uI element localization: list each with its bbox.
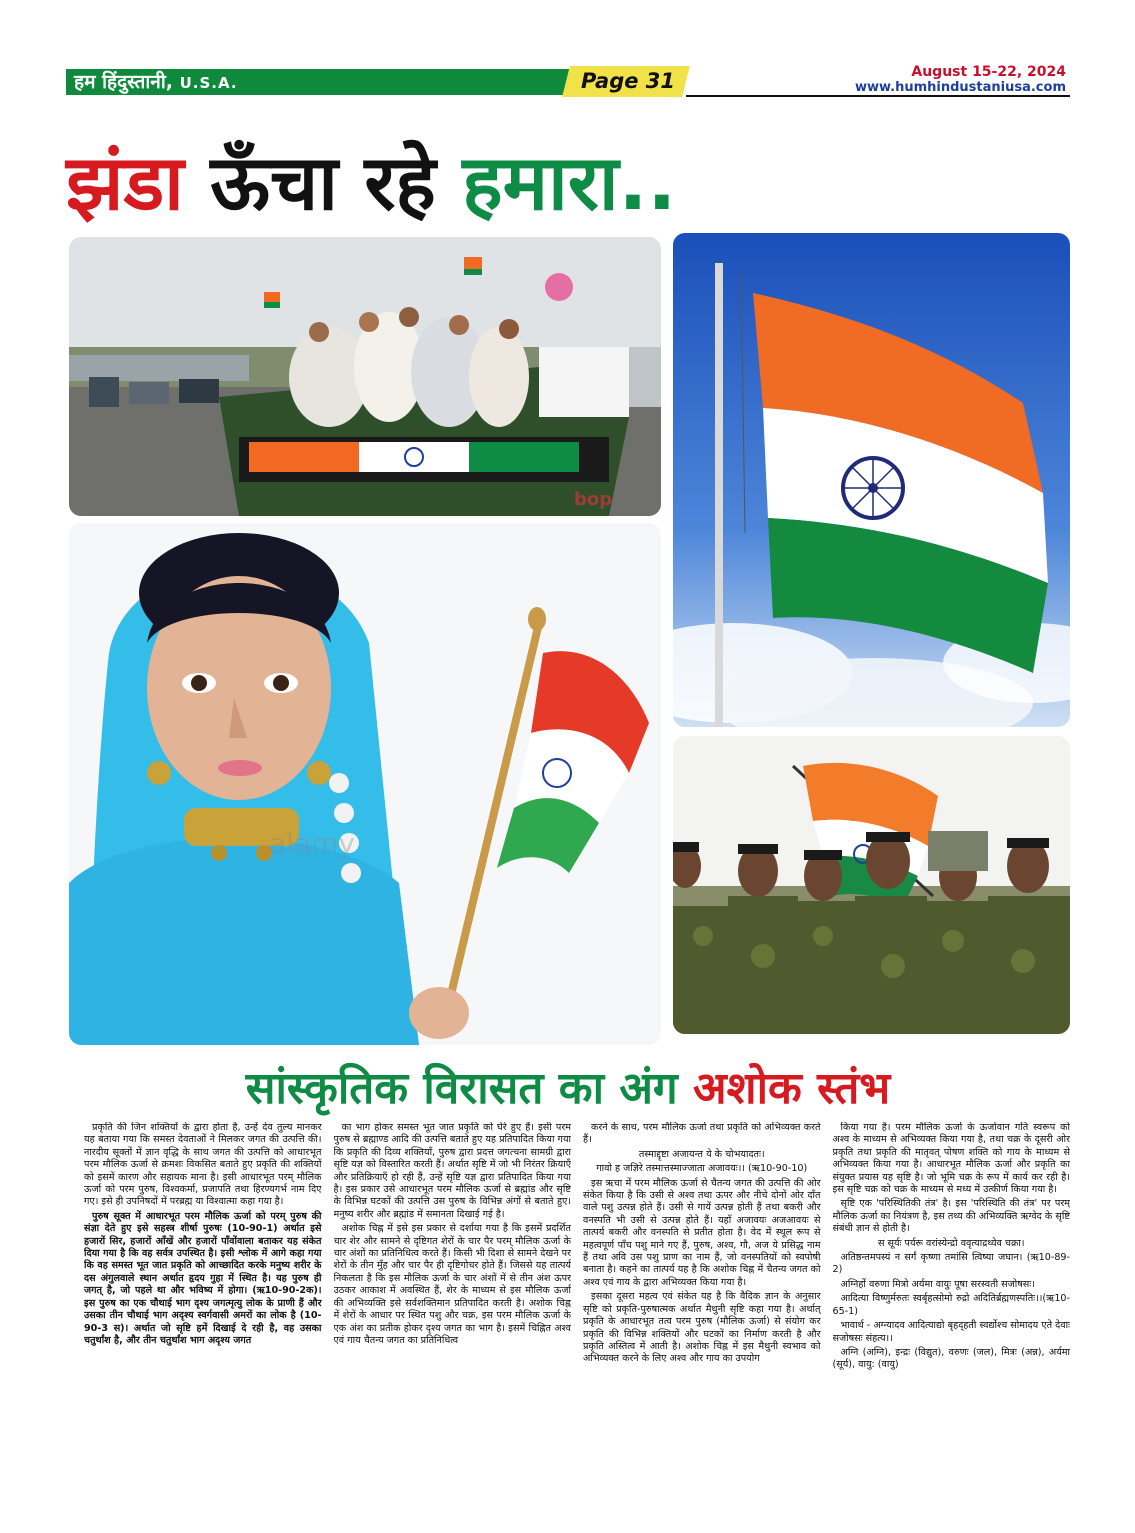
paragraph: सृष्टि एक 'परिस्थितिकी तंत्र' है। इस 'परिस्थिति की तंत्र' पर परम् मौलिक ऊर्जा का नियंत्रण है, इस तथ्य की अभिव्यक्ति ऋग्वेद के सृष्टि संबंधी ज्ञान से होती है। (832, 1198, 1070, 1235)
paragraph: अग्नि (अग्नि), इन्द्रः (विद्युत), वरुणः (जल), मित्रः (अन्न), अर्यमा (सूर्य), वायु: (वायु) (832, 1346, 1070, 1371)
headline-word-3: हमारा.. (462, 138, 677, 227)
paragraph: प्रकृति की जिन शक्तियों के द्वारा होता है, उन्हें देव तुल्य मानकर यह बताया गया कि समस्त देवताओं ने मिलकर जगत की उत्पत्ति की। नारदीय सूक्तों में ज्ञान वृद्धि के साथ जगत की उत्पत्ति को आधारभूत परम मौलिक ऊर्जा से क्रमशः विकसित बताते हुए प्रकृति की शक्तियों को इसमें कारण और सहायक माना है। इसी आधारभूत परम् मौलिक ऊर्जा को परम पुरुष, विश्वकर्मा, प्रजापति तथा हिरण्यगर्भ नाम दिए गए। इसे ही उपनिषदों में परब्रह्म या विश्वात्मा कहा गया है। (84, 1122, 322, 1208)
paragraph: करने के साथ, परम मौलिक ऊर्जा तथा प्रकृति को अभिव्यक्त करते हैं। (583, 1122, 821, 1146)
article-column-3 (583, 1122, 821, 1522)
flag-photo (673, 233, 1070, 727)
article-column-1 (84, 1122, 322, 1522)
verse-line: अतिष्ठन्तमपस्यं न सर्गं कृष्णा तमांसि त्विष्या जघान। (ऋ10-89-2) (832, 1252, 1070, 1276)
sub-headline (66, 1060, 1070, 1118)
paragraph: पुरुष सूक्त में आधारभूत परम मौलिक ऊर्जा को परम् पुरुष की संज्ञा देते हुए इसे सहस्त्र शीर्षा पुरुषः (10-90-1) अर्थात इसे हजारों सिर, हजारों आँखें और हजारों पाँवोंवाला बताकर यह संकेत दिया गया है कि वह सर्वत्र उपस्थित है। इसी श्लोक में आगे कहा गया कि वह समस्त भूत जात प्रकृति को आच्छादित करके मनुष्य शरीर के दस अंगुलवाले स्थान अर्थात हृदय गुहा में स्थित है। यह पुरुष ही जगत् है, जो पहले था और भविष्य में होगा। (ऋ10-90-2क)। इस पुरुष का एक चौथाई भाग दृश्य जगत्मृत्यु लोक के प्राणी हैं और उसका तीन चौथाई भाग अदृश्य स्वर्गवासी अमरों का लोक है (10-90-3 स)। अर्थात जो सृष्टि हमें दिखाई दे रही है, वह उसका चतुर्थांश है, और तीन चतुर्थांश भाग अदृश्य जगत (84, 1210, 322, 1346)
girl-with-flag-photo (69, 523, 661, 1045)
article-column-2 (334, 1122, 572, 1522)
verse-line: तस्माद्दृष्टा अजायन्त ये के चोभयादतः। (638, 1148, 765, 1160)
page-number: Page 31 (580, 69, 676, 93)
paragraph: भावार्थ - अग्न्यादव आदित्याद्यो बृहद्हती स्वर्द्योश्च सोमादय एते देवाः सजोषसः संहत्य।। (832, 1320, 1070, 1344)
website-link[interactable]: www.humhindustaniusa.com (854, 80, 1066, 95)
paper-name-hindi: हम हिंदुस्तानी, (74, 71, 173, 93)
paragraph: किया गया है। परम मौलिक ऊर्जा के ऊर्जावान गति स्वरूप को अश्व के माध्यम से अभिव्यक्त किया गया है, तथा चक्र के दूसरी ओर प्रकृति तथा प्रकृति की मातृवत् पोषण शक्ति को गाय के माध्यम से अभिव्यक्त किया गया है। आधारभूत मौलिक ऊर्जा और प्रकृति का संयुक्त प्रयास यह सृष्टि है। जो भूमि चक्र के रूप में कार्य कर रही है। इस सृष्टि चक्र को चक्र के माध्यम से मध्य में उत्कीर्ण किया गया है। (832, 1122, 1070, 1196)
paragraph: इसका दूसरा महत्व एवं संकेत यह है कि वैदिक ज्ञान के अनुसार सृष्टि को प्रकृति-पुरुषात्मक अर्थात मैथुनी सृष्टि कहा गया है। अर्थात् प्रकृति के आधारभूत तत्व परम पुरुष (मौलिक ऊर्जा) से संयोग कर प्रकृति की विभिन्न शक्तियों और घटकों का निर्माण करती है और प्रकृति अस्तित्व में आती है। अशोक चिह्न में इस मैथुनी स्वभाव को अभिव्यक्त करने के लिए अश्व और गाय का उपयोग (583, 1291, 821, 1365)
paragraph: अशोक चिह्न में इसे इस प्रकार से दर्शाया गया है कि इसमें प्रदर्शित चार शेर और सामने से दृष्टिगत शेरों के चार पैर परम् मौलिक ऊर्जा के चार अंशों का प्रतिनिधित्व करते हैं। किसी भी दिशा से सामने देखने पर शेरों के तीन मुँह और चार पैर ही दृष्टिगोचर होते हैं। जिससे यह तात्पर्य निकलता है कि इस मौलिक ऊर्जा के चार अंशों में से तीन अंश ऊपर उठकर आकाश में अवस्थित हैं, शेर के माध्यम से इस मौलिक ऊर्जा की अभिव्यक्ति इसे सर्वशक्तिमान प्रतिपादित करती है। अशोक चिह्न में शेरों के आधार पर स्थित पशु और चक्र, इस परम मौलिक ऊर्जा के एक अंश का प्रतीक होकर दृश्य जगत का भाग है। इसमें चिह्नित अश्व एवं गाय चैतन्य जगत का प्रतिनिधित्व (333, 1223, 571, 1346)
main-headline (66, 138, 1066, 228)
paragraph: का भाग होकर समस्त भूत जात प्रकृति को घेरे हुए हैं। इसी परम पुरुष से ब्रह्माण्ड आदि की उत्पत्ति बताते हुए यह प्रतिपादित किया गया कि प्रकृति की दिव्य शक्तियाँ, पुरुष द्वारा प्रदत्त जगत्चना सामग्री द्वारा सृष्टि यज्ञ को विस्तारित करती हैं। अर्थात सृष्टि में जो भी निरंतर क्रियाएँ और प्रतिक्रियाएँ हो रही हैं, उन्हें सृष्टि यज्ञ द्वारा प्रतिपादित किया गया है। इस प्रकार उसे आधारभूत परम मौलिक ऊर्जा से ब्रह्मांड और सृष्टि के विभिन्न घटकों की उत्पत्ति उस पुरुष के विभिन्न अंगों से बताते हुए। मनुष्य शरीर और ब्रह्मांड में समानता दिखाई गई है। (333, 1122, 571, 1220)
sub-headline-red: अशोक स्तंभ (693, 1063, 891, 1114)
girl-illustration (69, 523, 661, 1045)
article-body (84, 1122, 1070, 1522)
verse-line: आदित्या विष्णुर्मरुतः स्वर्बृहत्सोमो रुद्रो अदितिर्ब्रह्मणस्पतिः।।(ऋ10-65-1) (832, 1293, 1070, 1317)
verse-line: गावो ह जज्ञिरे तस्मात्तस्माज्जाता अजावयः।। (ऋ10-90-10) (596, 1163, 808, 1175)
paper-name-suffix: U.S.A. (179, 74, 238, 92)
watermark-text: alamy (269, 827, 355, 860)
parade-illustration (69, 237, 661, 516)
verse-line: अग्निर्हो वरुणा मित्रो अर्यमा वायुः पूषा सरस्वती सजोषसः। (840, 1278, 1035, 1290)
header-rule (686, 95, 1070, 97)
article-column-4 (833, 1122, 1071, 1522)
flag-illustration (673, 233, 1070, 727)
parade-photo (69, 237, 661, 516)
soldiers-illustration (673, 736, 1070, 1034)
issue-date: August 15-22, 2024 (911, 64, 1066, 80)
photo-credit: bop (574, 489, 613, 510)
headline-word-1: झंडा (66, 138, 184, 227)
paper-name (74, 70, 238, 95)
paragraph: इस ऋचा में परम मौलिक ऊर्जा से चैतन्य जगत की उत्पत्ति की ओर संकेत किया है कि उसी से अश्व तथा ऊपर और नीचे दोनों ओर दाँत वाले पशु उत्पन्न होते हैं। उसी से गायें उत्पन्न होती हैं तथा बकरी और वनस्पति भी उसी से उत्पन्न होते हैं। यहाँ अजावयः अजआवयः से तात्पर्य बकरी और वनस्पति से प्रतीत होता है। वेद में स्थूल रूप से महत्वपूर्ण पाँच पशु माने गए हैं, पुरुष, अश्व, गौ, अज ये प्रसिद्ध नाम हैं तथा अवि उस पशु प्राण का नाम हैं, जो वनस्पतियों को स्वपोषी बनाता है। कहने का तात्पर्य यह है कि अशोक चिह्न में चैतन्य जगत को अश्व एवं गाय के द्वारा अभिव्यक्त किया गया है। (583, 1177, 821, 1288)
verse-line: स सूर्यः पर्यरू वरांस्येन्द्रो ववृत्याद्रथ्येव चक्रा। (877, 1237, 1025, 1249)
sub-headline-green: सांस्कृतिक विरासत का अंग (245, 1063, 678, 1114)
soldiers-photo (673, 736, 1070, 1034)
headline-word-2: ऊँचा रहे (210, 138, 436, 227)
